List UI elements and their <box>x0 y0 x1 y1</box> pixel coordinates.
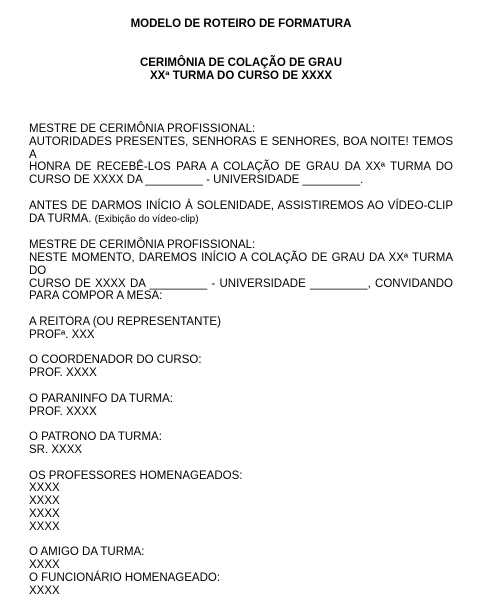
video-line: ANTES DE DARMOS INÍCIO À SOLENIDADE, ASSISTIREMOS AO VÍDEO-CLIP <box>29 199 453 212</box>
role-name: XXXX <box>29 559 60 572</box>
ceremony-heading <box>0 57 482 83</box>
ceremony-subtitle: CERIMÔNIA DE COLAÇÃO DE GRAU <box>139 57 343 69</box>
mc-label: MESTRE DE CERIMÔNIA PROFISSIONAL: <box>29 123 256 135</box>
role-name: SR. XXXX <box>29 443 83 456</box>
role-name: XXXX <box>29 507 60 520</box>
role-label: OS PROFESSORES HOMENAGEADOS: <box>29 469 243 482</box>
reitora-section <box>29 316 453 342</box>
funcionario-section <box>29 572 453 598</box>
role-label: O PATRONO DA TURMA: <box>29 431 162 444</box>
document-title: MODELO DE ROTEIRO DE FORMATURA <box>130 18 352 30</box>
role-label: A REITORA (OU REPRESENTANTE) <box>29 315 221 328</box>
role-name: XXXX <box>29 520 60 533</box>
mc-opening-line: AUTORIDADES PRESENTES, SENHORAS E SENHORES, BOA NOITE! TEMOS A <box>29 135 453 161</box>
role-name: XXXX <box>29 495 60 508</box>
video-line <box>29 213 453 227</box>
amigo-section <box>29 546 453 572</box>
patrono-section <box>29 431 453 457</box>
role-label: O COORDENADOR DO CURSO: <box>29 354 202 367</box>
role-name: PROF. XXXX <box>29 367 97 380</box>
mc-label: MESTRE DE CERIMÔNIA PROFISSIONAL: <box>29 239 256 252</box>
paraninfo-section <box>29 393 453 419</box>
coordenador-section <box>29 354 453 380</box>
mc-opening-line: CURSO DE XXXX DA _________ - UNIVERSIDADE _________. <box>29 174 364 187</box>
mc-opening-line: HONRA DE RECEBÊ-LOS PARA A COLAÇÃO DE GRAU DA XXª TURMA DO <box>29 161 453 174</box>
document-body <box>29 123 453 597</box>
role-name: PROF. XXXX <box>29 405 97 418</box>
class-subtitle: XXª TURMA DO CURSO DE XXXX <box>149 70 333 82</box>
mc-table-section <box>29 239 453 303</box>
role-label: O FUNCIONÁRIO HOMENAGEADO: <box>29 571 221 584</box>
mc-table-line: CURSO DE XXXX DA _________ - UNIVERSIDADE _________, CONVIDANDO <box>29 277 453 290</box>
mc-table-line: PARA COMPOR A MESA: <box>29 290 163 303</box>
role-label: O AMIGO DA TURMA: <box>29 546 145 559</box>
mc-table-line: NESTE MOMENTO, DAREMOS INÍCIO A COLAÇÃO DE GRAU DA XXª TURMA DO <box>29 251 453 277</box>
role-label: O PARANINFO DA TURMA: <box>29 392 173 405</box>
role-name: XXXX <box>29 482 60 495</box>
video-note: (Exibição do vídeo-clip) <box>94 213 199 225</box>
role-name: XXXX <box>29 584 60 597</box>
role-name: PROFª. XXX <box>29 328 95 341</box>
mc-opening-section <box>29 123 453 187</box>
video-section <box>29 200 453 227</box>
professores-section <box>29 470 453 534</box>
video-line-main: DA TURMA. <box>29 212 92 225</box>
